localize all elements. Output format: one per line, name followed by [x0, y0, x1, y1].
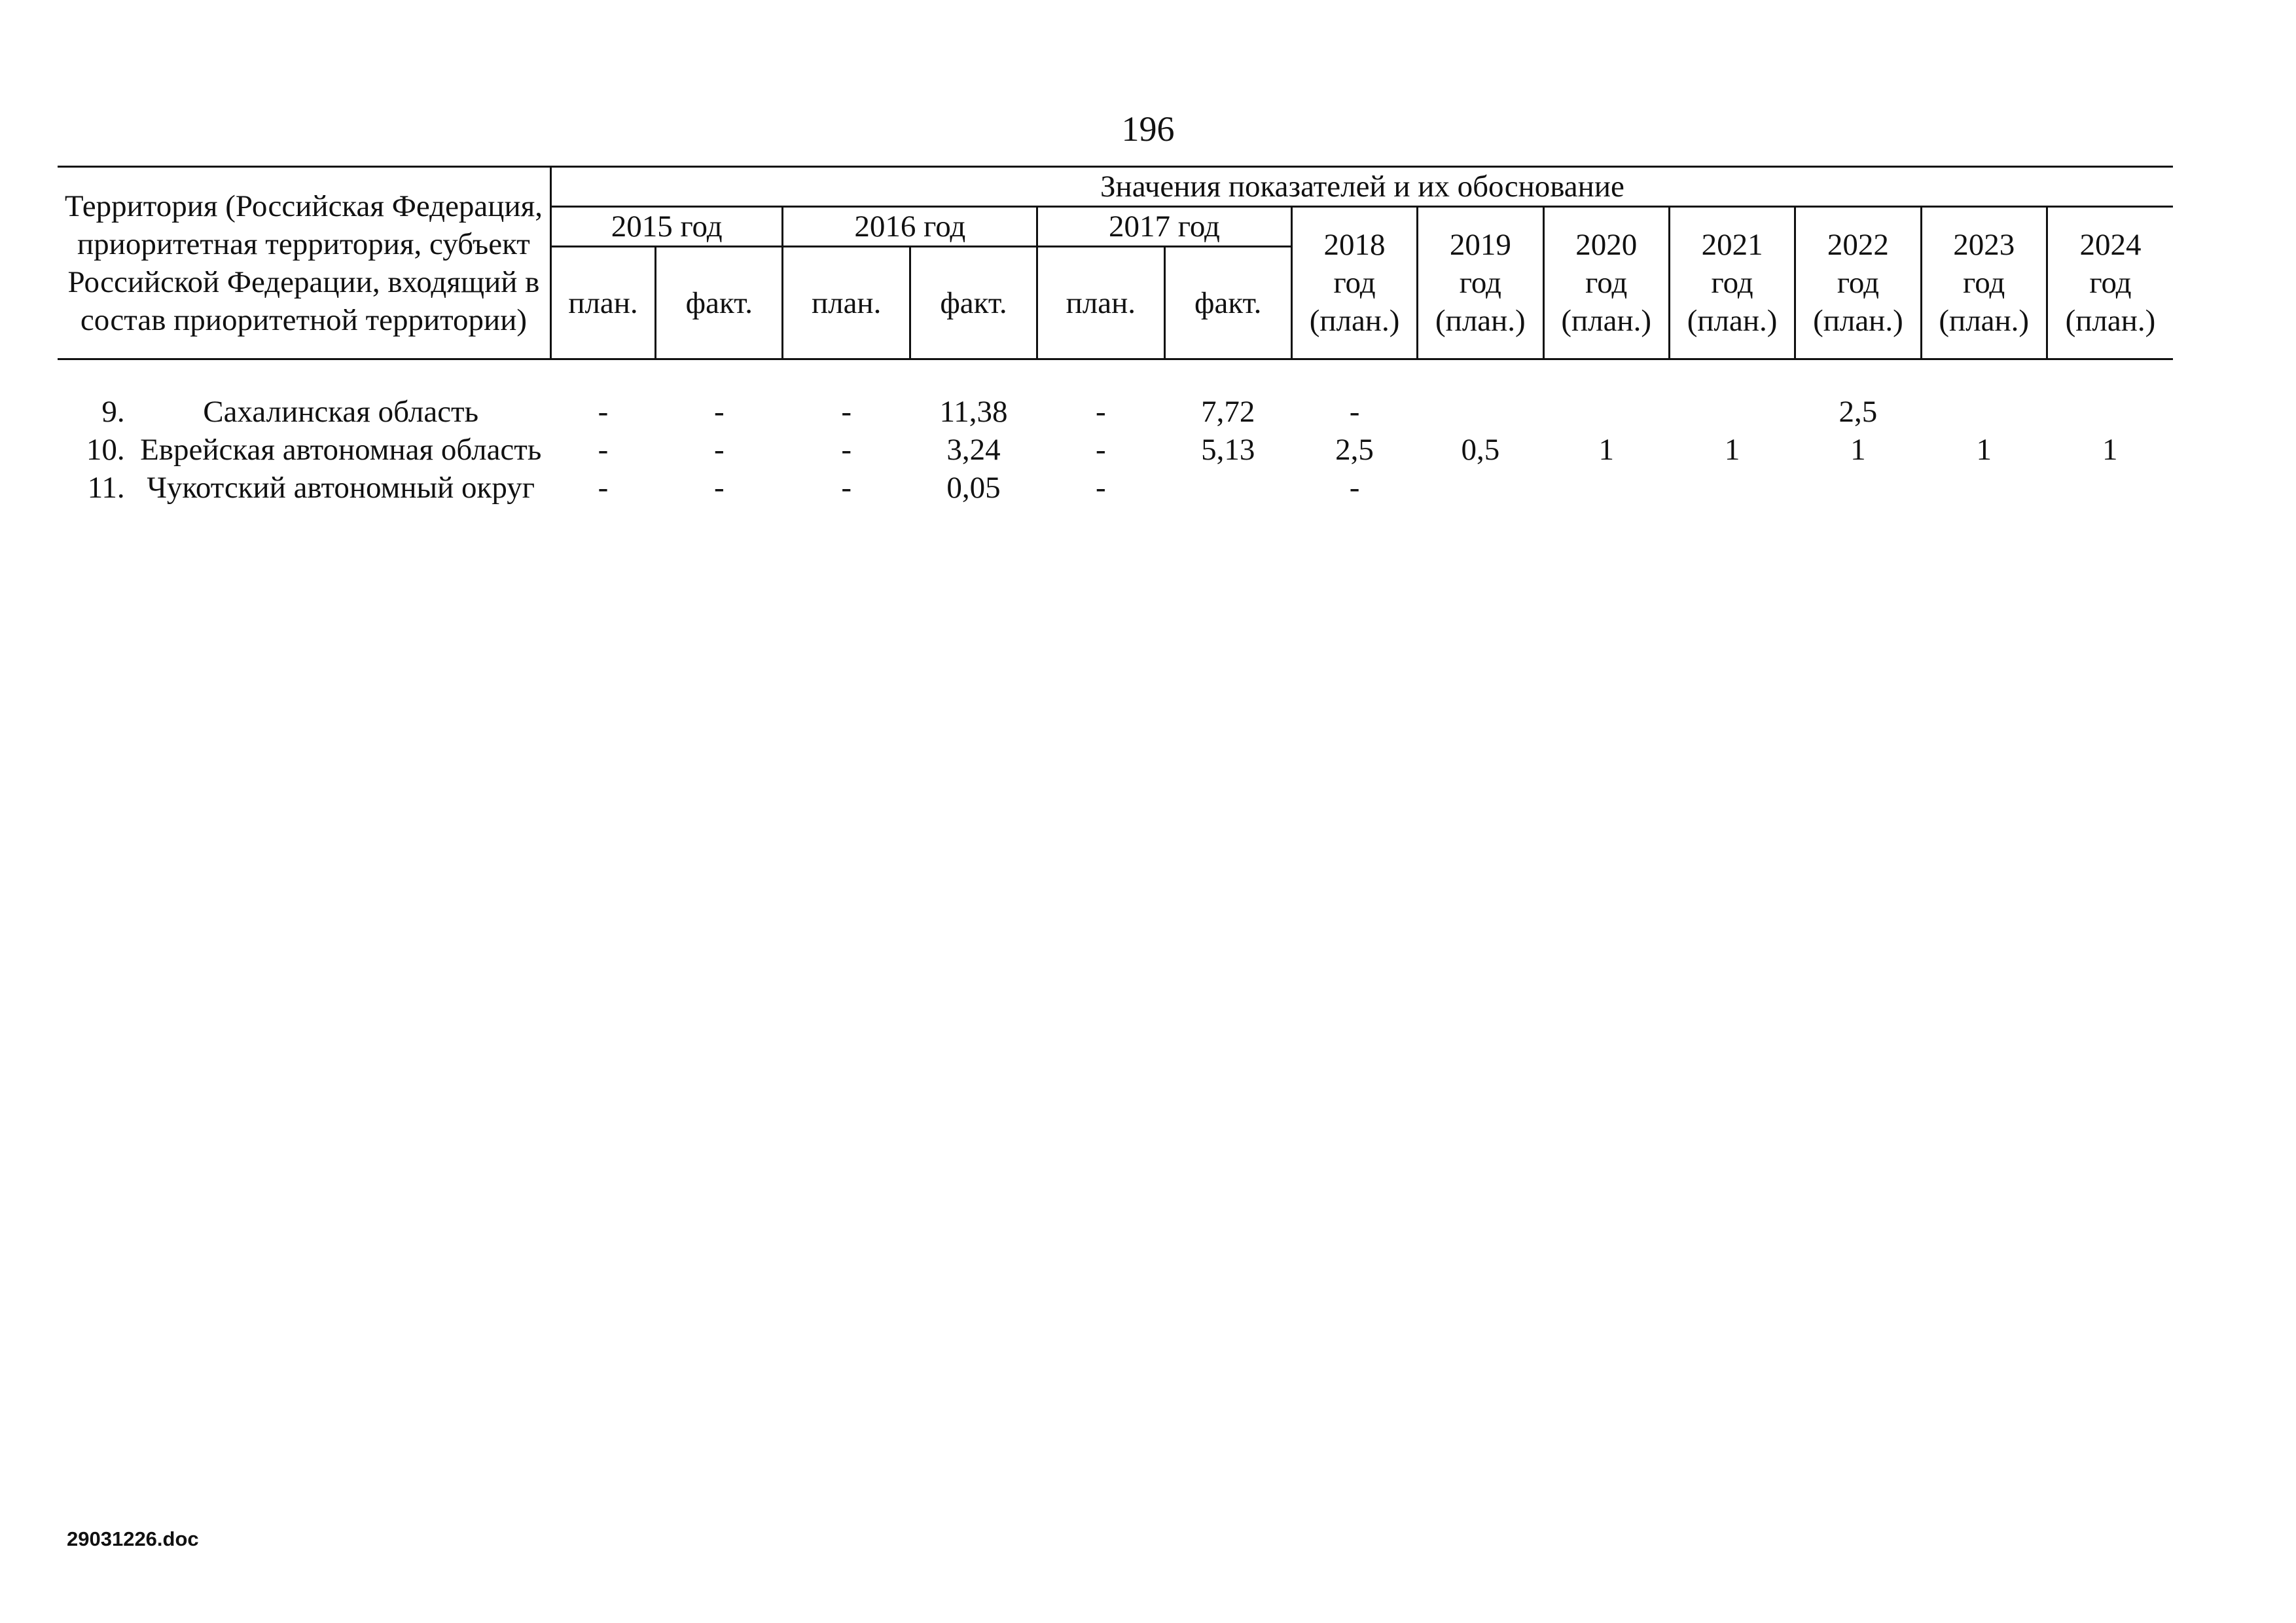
row-name: Еврейская автономная область: [140, 433, 542, 467]
value-cell: 1: [1976, 433, 1992, 467]
row-number: 9.: [101, 395, 125, 429]
value-cell: 1: [1850, 433, 1866, 467]
table-row: [58, 431, 2173, 469]
header-2015-plan: план.: [550, 247, 655, 359]
value-cell: [1921, 393, 2047, 431]
header-values: Значения показателей и их обоснование: [550, 167, 2173, 207]
value-cell: 1: [2102, 433, 2118, 467]
value-cell: [2047, 469, 2173, 507]
value-cell: -: [713, 433, 725, 467]
value-cell: 1: [1724, 433, 1740, 467]
value-cell: [1795, 469, 1921, 507]
row-name: Чукотский автономный округ: [147, 471, 535, 505]
header-year-2019: 2019 год (план.): [1418, 207, 1543, 359]
territory-cell: [58, 393, 550, 431]
header-year-2023: 2023 год (план.): [1921, 207, 2047, 359]
value-cell: -: [713, 395, 725, 429]
header-year-2016: 2016 год: [783, 207, 1037, 247]
value-cell: [1669, 393, 1795, 431]
value-cell: -: [1349, 395, 1360, 429]
header-2017-plan: план.: [1037, 247, 1164, 359]
territory-cell: [58, 431, 550, 469]
value-cell: 2,5: [1335, 433, 1374, 467]
value-cell: -: [713, 471, 725, 505]
header-year-2024: 2024 год (план.): [2047, 207, 2173, 359]
header-2016-fact: факт.: [910, 247, 1037, 359]
value-cell: [1921, 469, 2047, 507]
row-number: 10.: [86, 433, 125, 467]
value-cell: [1543, 469, 1669, 507]
value-cell: 2,5: [1839, 395, 1878, 429]
value-cell: 11,38: [939, 395, 1008, 429]
header-year-2015: 2015 год: [550, 207, 783, 247]
header-year-2021: 2021 год (план.): [1669, 207, 1795, 359]
value-cell: [1418, 469, 1543, 507]
header-2017-fact: факт.: [1164, 247, 1291, 359]
header-2016-plan: план.: [783, 247, 910, 359]
value-cell: [1164, 469, 1291, 507]
table-row: [58, 469, 2173, 507]
indicator-table: [58, 166, 2173, 507]
value-cell: 1: [1598, 433, 1614, 467]
row-name: Сахалинская область: [203, 395, 479, 429]
header-territory: Территория (Российская Федерация, приоритетная территория, субъект Российской Федерации, входящий в состав приоритетной территории): [58, 167, 550, 359]
value-cell: 0,5: [1461, 433, 1500, 467]
page-number: 196: [1121, 109, 1175, 149]
document-filename: 29031226.doc: [67, 1527, 199, 1550]
value-cell: [1543, 393, 1669, 431]
value-cell: 5,13: [1201, 433, 1255, 467]
value-cell: 7,72: [1201, 395, 1255, 429]
header-year-2022: 2022 год (план.): [1795, 207, 1921, 359]
value-cell: [1669, 469, 1795, 507]
value-cell: [1418, 393, 1543, 431]
table-row: [58, 393, 2173, 431]
value-cell: -: [841, 433, 852, 467]
header-year-2017: 2017 год: [1037, 207, 1292, 247]
value-cell: -: [841, 471, 852, 505]
value-cell: 3,24: [946, 433, 1001, 467]
value-cell: -: [1096, 395, 1106, 429]
value-cell: -: [598, 433, 609, 467]
header-year-2018: 2018 год (план.): [1291, 207, 1417, 359]
territory-cell: [58, 469, 550, 507]
value-cell: -: [598, 395, 609, 429]
row-number: 11.: [87, 471, 125, 505]
value-cell: [2047, 393, 2173, 431]
value-cell: -: [1349, 471, 1360, 505]
header-year-2020: 2020 год (план.): [1543, 207, 1669, 359]
value-cell: -: [598, 471, 609, 505]
value-cell: 0,05: [946, 471, 1001, 505]
header-2015-fact: факт.: [656, 247, 783, 359]
value-cell: -: [1096, 471, 1106, 505]
value-cell: -: [841, 395, 852, 429]
value-cell: -: [1096, 433, 1106, 467]
